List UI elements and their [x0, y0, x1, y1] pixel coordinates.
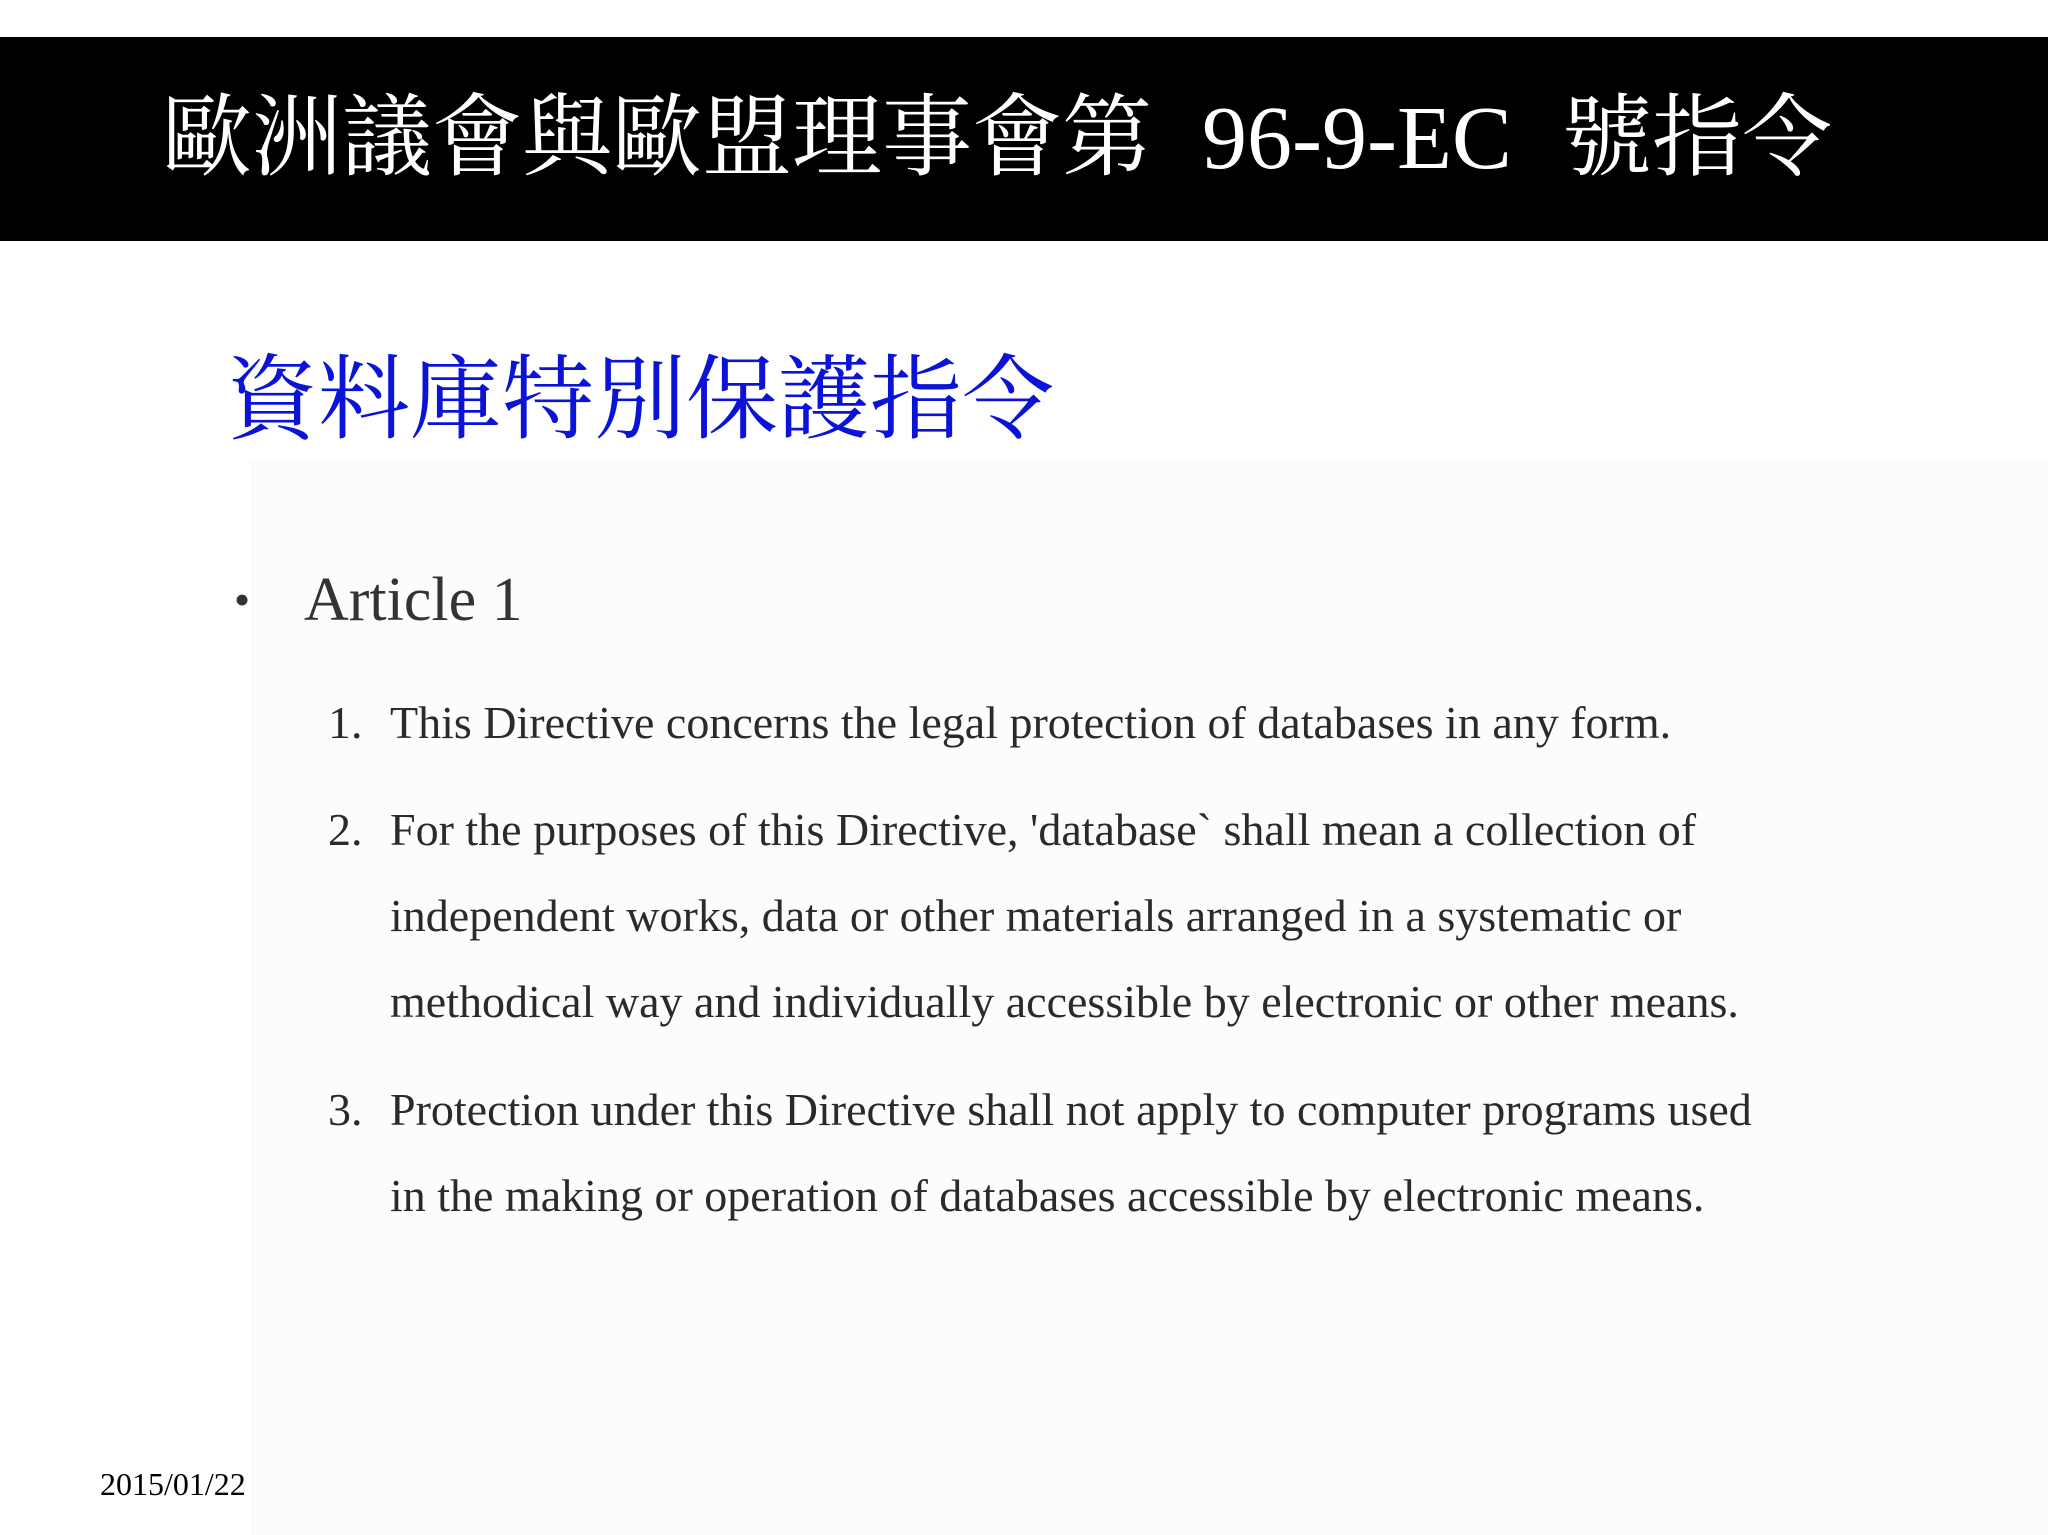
- list-item-number: 3.: [328, 1084, 363, 1135]
- list-item-text: independent works, data or other materials arranged in a systematic or: [390, 890, 1682, 941]
- footer-date: 2015/01/22: [100, 1466, 246, 1502]
- list-item-text: For the purposes of this Directive, 'database` shall mean a collection of: [390, 804, 1697, 855]
- list-item-text: This Directive concerns the legal protection of databases in any form.: [390, 697, 1672, 748]
- list-item: [328, 787, 1988, 1045]
- list-item: [328, 1067, 1988, 1239]
- title-chinese: 歐洲議會與歐盟理事會第: [162, 89, 1152, 188]
- article-heading-row: [234, 560, 523, 640]
- list-item-text: methodical way and individually accessible by electronic or other means.: [390, 976, 1739, 1027]
- directive-code: 96-9-EC: [1202, 89, 1512, 188]
- list-item-number: 2.: [328, 804, 363, 855]
- article-heading: Article 1: [304, 566, 523, 634]
- title-suffix: 號指令: [1561, 89, 1832, 188]
- list-item-number: 1.: [328, 697, 363, 748]
- list-item-text: Protection under this Directive shall not apply to computer programs used: [390, 1084, 1752, 1135]
- list-item-text: in the making or operation of databases accessible by electronic means.: [390, 1170, 1705, 1221]
- list-item: [328, 680, 1988, 766]
- page-title: [162, 84, 1832, 194]
- bullet-icon: •: [234, 574, 251, 625]
- slide-subtitle: 資料庫特別保護指令: [226, 349, 1055, 451]
